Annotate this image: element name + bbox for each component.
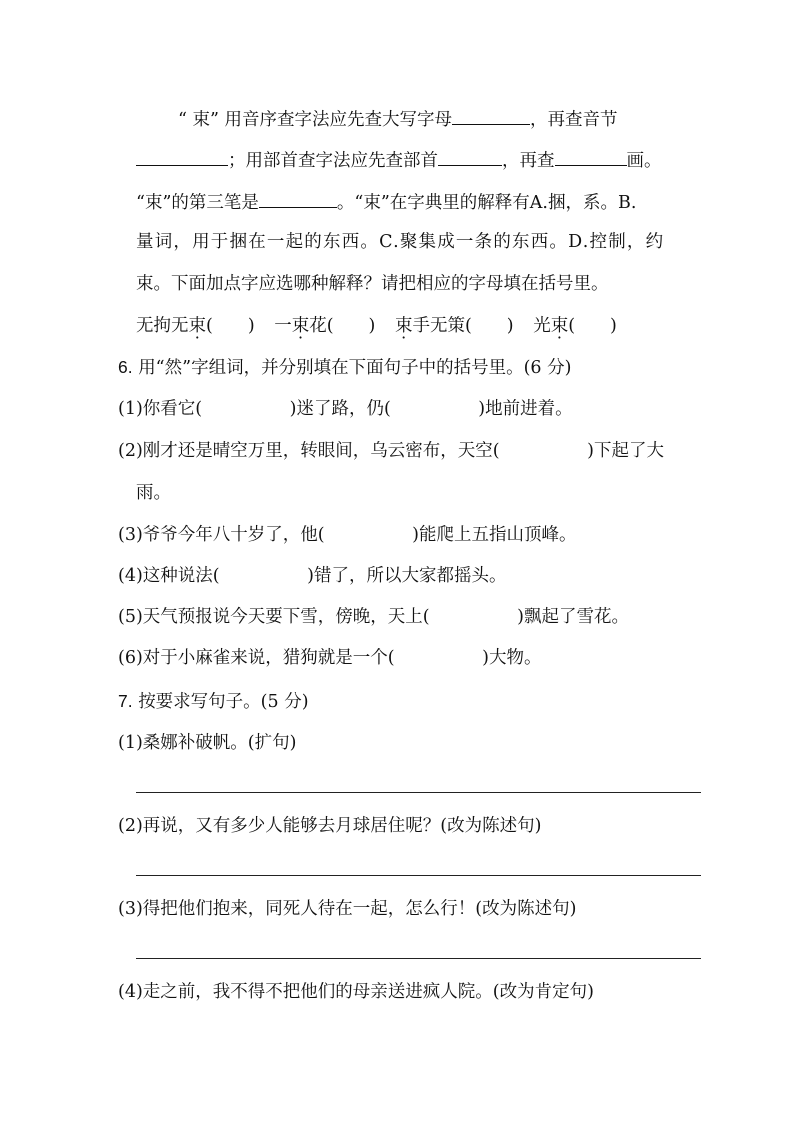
answer-blank[interactable]	[452, 106, 530, 125]
item-number: (4)	[118, 982, 143, 1002]
answer-parenthesis[interactable]: ( )	[568, 316, 617, 336]
q5-line-2-text-b: ，再查	[502, 151, 555, 171]
item-text: 对于小麻雀来说，猎狗就是一个( )大物。	[142, 648, 542, 668]
item-text: 桑娜补破帆。(扩句)	[142, 733, 297, 753]
q7-item-1	[118, 731, 296, 755]
item-number: (5)	[118, 607, 143, 627]
q5-line-4: 量词，用于捆在一起的东西。C.聚集成一条的东西。D.控制，约	[136, 232, 665, 252]
q6-item-5	[118, 605, 629, 629]
item-number: (3)	[118, 525, 143, 545]
q6-heading	[118, 355, 571, 380]
item-text: 天气预报说今天要下雪，傍晚，天上( )飘起了雪花。	[142, 607, 629, 627]
item-number: (6)	[118, 648, 143, 668]
answer-parenthesis[interactable]: ( )	[206, 316, 255, 336]
q6-number-dot: .	[127, 357, 133, 377]
q5-line-2-text-a: ；用部首查字法应先查部首	[228, 151, 438, 171]
q5-word-2: 一束花( )	[274, 316, 376, 336]
item-number: (1)	[118, 399, 143, 419]
q5-line-3	[136, 189, 636, 215]
q7-number-dot: .	[127, 691, 133, 711]
item-text: 走之前，我不得不把他们的母亲送进疯人院。(改为肯定句)	[142, 982, 594, 1002]
emphasis-char: 束	[394, 316, 413, 336]
q6-item-1	[118, 397, 573, 421]
item-number: (2)	[118, 816, 143, 836]
q5-line-1-text-b: ，再查音节	[530, 110, 618, 130]
item-text: 爷爷今年八十岁了，他( )能爬上五指山顶峰。	[142, 525, 577, 545]
q5-line-1-text-a: “ 束” 用音序查字法应先查大写字母	[178, 110, 453, 130]
answer-blank[interactable]	[136, 147, 228, 166]
answer-blank[interactable]	[555, 147, 627, 166]
answer-blank[interactable]	[259, 189, 337, 208]
item-text: 你看它( )迷了路，仍( )地前进着。	[142, 399, 573, 419]
answer-parenthesis[interactable]: 手无策( )	[412, 316, 514, 336]
q5-word-3	[395, 316, 514, 336]
q5-word-4: 光束( )	[533, 316, 617, 336]
answer-blank[interactable]	[438, 147, 502, 166]
q6-item-3	[118, 523, 576, 547]
q6-title: 用“然”字组词，并分别填在下面句子中的括号里。(6 分)	[138, 358, 572, 378]
q6-item-4	[118, 564, 506, 588]
q7-number: 7	[118, 691, 128, 711]
q6-item-2-cont: 雨。	[136, 483, 171, 503]
q7-heading	[118, 689, 309, 714]
q6-item-2	[118, 439, 664, 463]
q5-line-2	[136, 147, 662, 173]
q7-item-3	[118, 897, 576, 921]
emphasis-char: 束	[188, 316, 206, 336]
item-text: 这种说法( )错了，所以大家都摇头。	[142, 566, 507, 586]
item-text: 再说，又有多少人能够去月球居住呢？(改为陈述句)	[142, 816, 542, 836]
q7-item-2	[118, 814, 541, 838]
q7-title: 按要求写句子。(5 分)	[138, 692, 309, 712]
q6-item-6	[118, 646, 541, 670]
q7-item-4	[118, 980, 594, 1004]
q5-line-3-text-a: “束”的第三笔是	[136, 193, 259, 213]
q5-line-1	[178, 106, 618, 132]
item-text: 得把他们抱来，同死人待在一起，怎么行！(改为陈述句)	[142, 899, 577, 919]
q5-word-1: 无拘无束( )	[136, 316, 255, 336]
q5-line-5: 束。下面加点字应选哪种解释？请把相应的字母填在括号里。	[136, 274, 609, 294]
answer-line[interactable]	[136, 792, 701, 793]
emphasis-char: 束	[291, 316, 310, 336]
q5-words-row	[136, 314, 617, 338]
q5-line-3-text-b: 。“束”在字典里的解释有A.捆，系。B.	[336, 193, 637, 213]
answer-line[interactable]	[136, 875, 701, 876]
q6-number: 6	[118, 357, 128, 377]
answer-line[interactable]	[136, 958, 701, 959]
emphasis-char: 束	[550, 316, 569, 336]
answer-parenthesis[interactable]: 花( )	[309, 316, 376, 336]
item-number: (3)	[118, 899, 143, 919]
item-number: (4)	[118, 566, 143, 586]
item-number: (2)	[118, 441, 143, 461]
item-text: 刚才还是晴空万里，转眼间，乌云密布，天空( )下起了大	[142, 441, 664, 461]
item-number: (1)	[118, 733, 143, 753]
q5-line-2-text-c: 画。	[626, 151, 662, 171]
